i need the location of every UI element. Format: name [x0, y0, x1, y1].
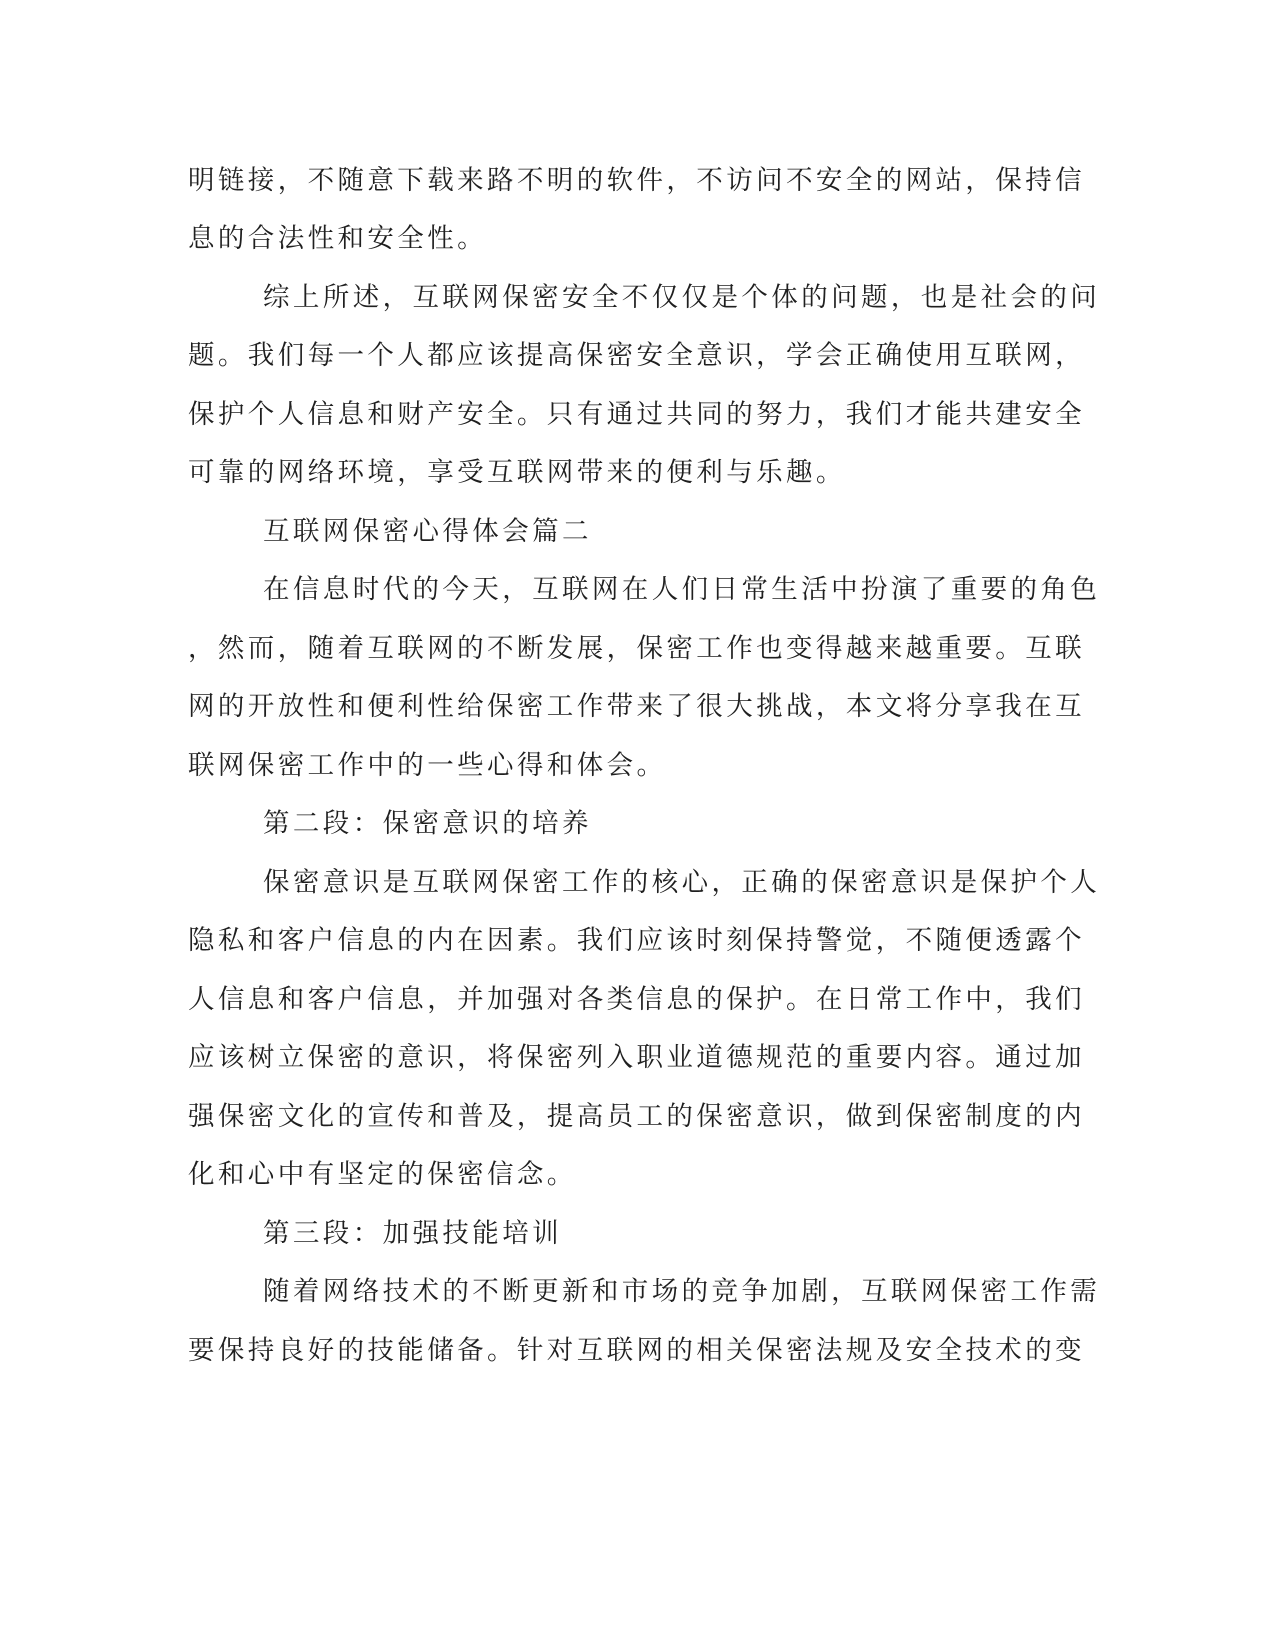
body-text-line: 网的开放性和便利性给保密工作带来了很大挑战，本文将分享我在互: [188, 691, 1085, 722]
body-text-line: 题。我们每一个人都应该提高保密安全意识，学会正确使用互联网，: [188, 340, 1085, 371]
paragraph-first-line: 综上所述，互联网保密安全不仅仅是个体的问题，也是社会的问: [263, 282, 1101, 313]
body-text-line: 化和心中有坚定的保密信念。: [188, 1159, 577, 1190]
body-text-line: 要保持良好的技能储备。针对互联网的相关保密法规及安全技术的变: [188, 1335, 1085, 1366]
paragraph-first-line: 保密意识是互联网保密工作的核心，正确的保密意识是保护个人: [263, 867, 1101, 898]
body-text-line: ，然而，随着互联网的不断发展，保密工作也变得越来越重要。互联: [188, 633, 1085, 664]
body-text-line: 保护个人信息和财产安全。只有通过共同的努力，我们才能共建安全: [188, 399, 1085, 430]
body-text-line: 应该树立保密的意识，将保密列入职业道德规范的重要内容。通过加: [188, 1042, 1085, 1073]
section-heading: 互联网保密心得体会篇二: [263, 516, 592, 547]
body-text-line: 明链接，不随意下载来路不明的软件，不访问不安全的网站，保持信: [188, 165, 1085, 196]
paragraph-first-line: 在信息时代的今天，互联网在人们日常生活中扮演了重要的角色: [263, 574, 1101, 605]
section-heading: 第三段：加强技能培训: [263, 1218, 562, 1249]
section-heading: 第二段：保密意识的培养: [263, 808, 592, 839]
body-text-line: 息的合法性和安全性。: [188, 223, 487, 254]
body-text-line: 联网保密工作中的一些心得和体会。: [188, 750, 667, 781]
paragraph-first-line: 随着网络技术的不断更新和市场的竞争加剧，互联网保密工作需: [263, 1276, 1101, 1307]
body-text-line: 可靠的网络环境，享受互联网带来的便利与乐趣。: [188, 457, 846, 488]
body-text-line: 强保密文化的宣传和普及，提高员工的保密意识，做到保密制度的内: [188, 1101, 1085, 1132]
body-text-line: 人信息和客户信息，并加强对各类信息的保护。在日常工作中，我们: [188, 984, 1085, 1015]
body-text-line: 隐私和客户信息的内在因素。我们应该时刻保持警觉，不随便透露个: [188, 925, 1085, 956]
